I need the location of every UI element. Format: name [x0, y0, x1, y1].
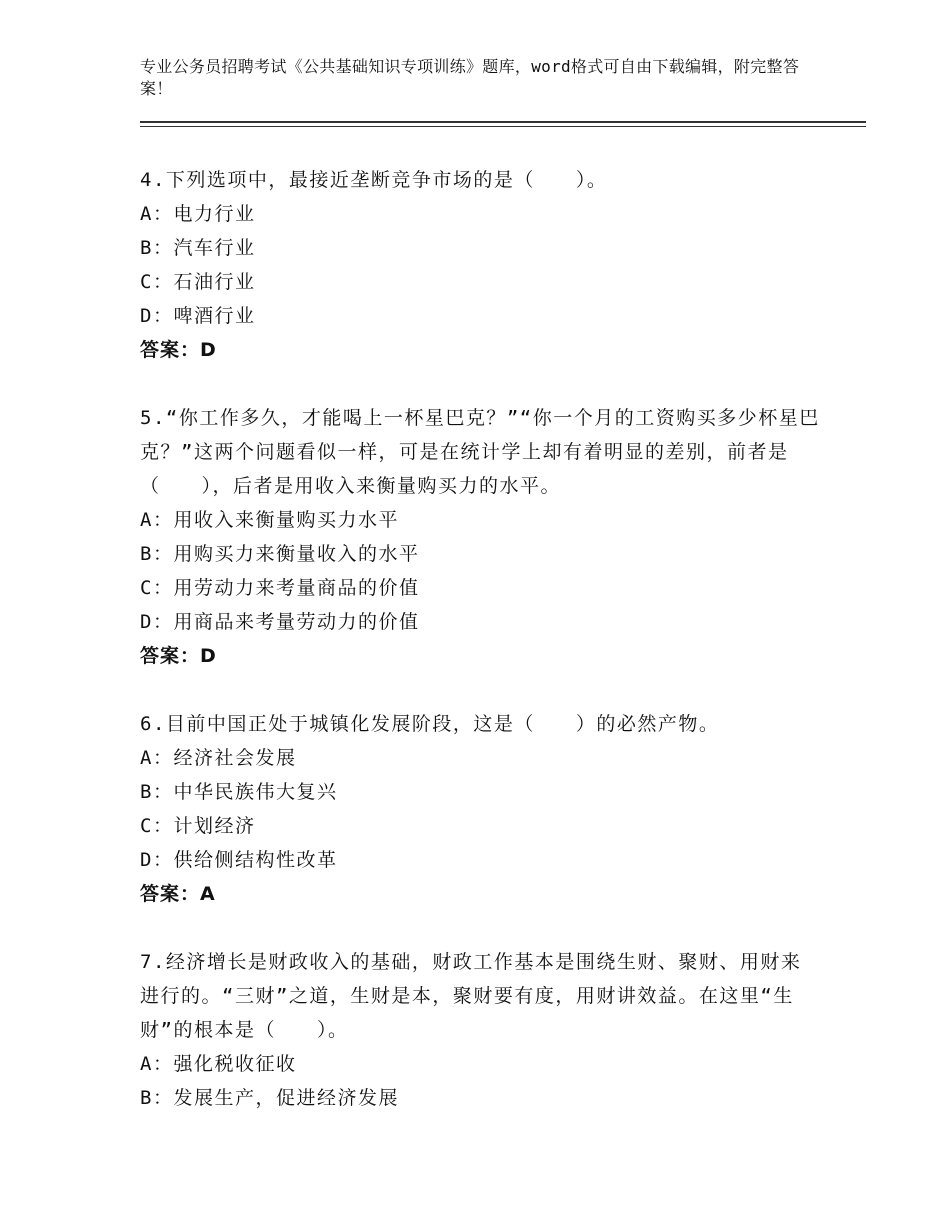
option-d: D：供给侧结构性改革 [140, 849, 338, 871]
option-a: A：用收入来衡量购买力水平 [140, 509, 399, 531]
answer-label: 答案：D [140, 645, 217, 667]
option-b: B：中华民族伟大复兴 [140, 781, 338, 803]
answer-label: 答案：D [140, 339, 217, 361]
question-4 [140, 163, 820, 367]
question-6 [140, 707, 820, 911]
document-header: 专业公务员招聘考试《公共基础知识专项训练》题库，word格式可自由下载编辑，附完整答案！ [140, 57, 800, 98]
option-b: B：发展生产，促进经济发展 [140, 1087, 399, 1109]
option-a: A：强化税收征收 [140, 1053, 297, 1075]
header-rule-thin [140, 126, 866, 127]
question-stem: 4.下列选项中，最接近垄断竞争市场的是（ ）。 [140, 169, 608, 191]
option-d: D：啤酒行业 [140, 305, 256, 327]
option-a: A：经济社会发展 [140, 747, 297, 769]
option-c: C：用劳动力来考量商品的价值 [140, 577, 420, 599]
question-5 [140, 401, 820, 673]
question-list [140, 163, 820, 1115]
option-a: A：电力行业 [140, 203, 256, 225]
question-stem: 5.“你工作多久，才能喝上一杯星巴克？”“你一个月的工资购买多少杯星巴克？”这两个问题看似一样，可是在统计学上却有着明显的差别，前者是（ ），后者是用收入来衡量购买力的水平。 [140, 407, 820, 497]
option-b: B：用购买力来衡量收入的水平 [140, 543, 420, 565]
question-stem: 7.经济增长是财政收入的基础，财政工作基本是围绕生财、聚财、用财来进行的。“三财”之道，生财是本，聚财要有度，用财讲效益。在这里“生财”的根本是（ ）。 [140, 951, 802, 1041]
header-rule-thick [140, 121, 866, 123]
option-d: D：用商品来考量劳动力的价值 [140, 611, 420, 633]
option-c: C：计划经济 [140, 815, 256, 837]
question-7 [140, 945, 820, 1115]
answer-label: 答案：A [140, 883, 216, 905]
question-stem: 6.目前中国正处于城镇化发展阶段，这是（ ）的必然产物。 [140, 713, 720, 735]
option-c: C：石油行业 [140, 271, 256, 293]
option-b: B：汽车行业 [140, 237, 256, 259]
